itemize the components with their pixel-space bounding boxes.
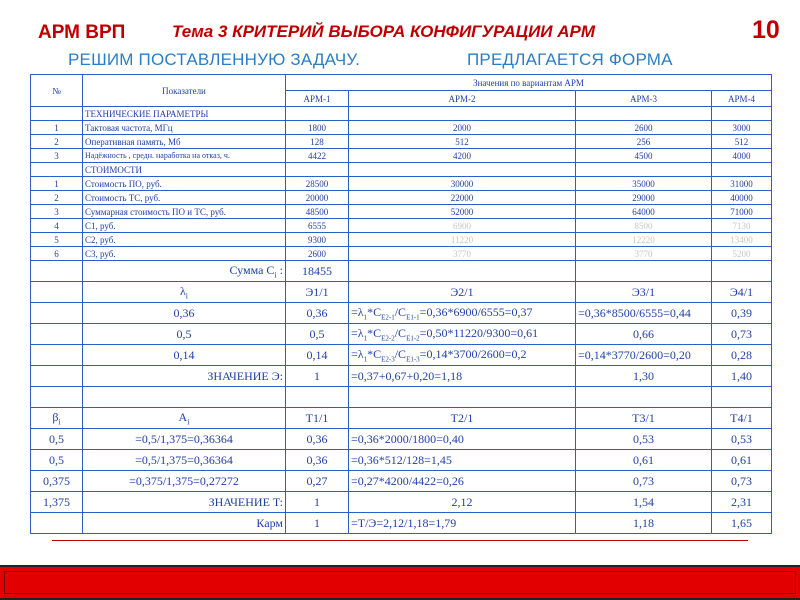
value-cell: 7130	[712, 219, 772, 233]
empty-cell	[31, 282, 83, 303]
t-header: T4/1	[712, 408, 772, 429]
value-cell: 71000	[712, 205, 772, 219]
beta-header-row	[31, 408, 772, 429]
e3-value: =0,36*8500/6555=0,44	[576, 303, 712, 324]
value-cell: 3000	[712, 121, 772, 135]
a-sub: i	[187, 417, 190, 427]
formula-sub: 1	[363, 334, 368, 343]
t-total: 1,54	[576, 492, 712, 513]
formula-part: =0,36*6900/6555=0,37	[419, 304, 533, 319]
e3-value: 0,66	[576, 324, 712, 345]
karm-label: Карм	[83, 513, 286, 534]
t2-formula: =0,36*2000/1800=0,40	[349, 429, 576, 450]
row-num: 5	[31, 233, 83, 247]
empty-cell	[31, 324, 83, 345]
sum-label	[83, 261, 286, 282]
beta-header	[31, 408, 83, 429]
theme-title: Тема 3 КРИТЕРИЙ ВЫБОРА КОНФИГУРАЦИИ АРМ	[172, 22, 596, 41]
karm-value: 1	[286, 513, 349, 534]
empty-cell	[31, 387, 83, 408]
formula-part: =λ	[351, 304, 364, 319]
e4-value: 0,73	[712, 324, 772, 345]
section-row-tech	[31, 107, 772, 121]
table-row	[31, 149, 772, 163]
e2-formula	[349, 345, 576, 366]
karm-value: 1,65	[712, 513, 772, 534]
row-name: Стоимость ПО, руб.	[83, 177, 286, 191]
slide-number: 10	[752, 16, 780, 44]
section-title-tech: ТЕХНИЧЕСКИЕ ПАРАМЕТРЫ	[83, 107, 286, 121]
table-row	[31, 219, 772, 233]
col-num-header: №	[31, 75, 83, 107]
value-cell: 1800	[286, 121, 349, 135]
lambda-value: 0,36	[83, 303, 286, 324]
e-total: 1,40	[712, 366, 772, 387]
e1-value: 0,5	[286, 324, 349, 345]
t1-value: 0,27	[286, 471, 349, 492]
empty-cell	[31, 107, 83, 121]
lambda-symbol: λ	[179, 283, 186, 298]
row-num: 6	[31, 247, 83, 261]
formula-sub: E1-1	[406, 313, 420, 322]
empty-cell	[31, 303, 83, 324]
formula-sub: E2-3	[381, 355, 395, 364]
empty-cell	[576, 261, 712, 282]
t-total: 2,12	[349, 492, 576, 513]
value-cell: 6555	[286, 219, 349, 233]
t4-value: 0,73	[712, 471, 772, 492]
empty-cell	[576, 163, 712, 177]
e3-value: =0,14*3770/2600=0,20	[576, 345, 712, 366]
lambda-header-row	[31, 282, 772, 303]
row-num: 3	[31, 149, 83, 163]
formula-part: *C	[367, 325, 382, 340]
value-cell: 35000	[576, 177, 712, 191]
value-cell: 512	[349, 135, 576, 149]
arm-header: АРМ-1	[286, 91, 349, 107]
formula-part: /C	[394, 325, 407, 340]
value-cell: 30000	[349, 177, 576, 191]
arm-header: АРМ-4	[712, 91, 772, 107]
a-value: =0,5/1,375=0,36364	[83, 429, 286, 450]
value-cell: 8500	[576, 219, 712, 233]
karm-value: =T/Э=2,12/1,18=1,79	[349, 513, 576, 534]
empty-cell	[286, 387, 349, 408]
lambda-header	[83, 282, 286, 303]
footer-bar-inner	[4, 571, 796, 594]
formula-part: =λ	[351, 346, 364, 361]
beta-value: 0,5	[31, 429, 83, 450]
row-num: 4	[31, 219, 83, 233]
e-header: Э2/1	[349, 282, 576, 303]
value-cell: 48500	[286, 205, 349, 219]
beta-sub: i	[58, 417, 61, 427]
empty-cell	[31, 163, 83, 177]
table-row	[31, 191, 772, 205]
formula-part: =λ	[351, 325, 364, 340]
sum-label-text: Сумма C	[229, 262, 275, 277]
formula-part: =0,14*3700/2600=0,2	[419, 346, 527, 361]
t-total: 2,31	[712, 492, 772, 513]
row-name: С3, руб.	[83, 247, 286, 261]
value-cell: 4200	[349, 149, 576, 163]
t-value-row	[31, 492, 772, 513]
empty-cell	[712, 107, 772, 121]
lambda-sub: i	[185, 291, 189, 301]
empty-cell	[31, 366, 83, 387]
empty-cell	[349, 107, 576, 121]
t-header: T1/1	[286, 408, 349, 429]
beta-row	[31, 429, 772, 450]
comparison-table	[30, 74, 772, 534]
lambda-row	[31, 324, 772, 345]
value-cell: 64000	[576, 205, 712, 219]
t4-value: 0,53	[712, 429, 772, 450]
formula-sub: E1-3	[406, 355, 420, 364]
value-cell: 256	[576, 135, 712, 149]
empty-cell	[349, 163, 576, 177]
value-cell: 128	[286, 135, 349, 149]
row-name: Суммарная стоимость ПО и ТС, руб.	[83, 205, 286, 219]
empty-cell	[83, 387, 286, 408]
formula-sub: 1	[363, 355, 368, 364]
lambda-value: 0,5	[83, 324, 286, 345]
a-value: =0,5/1,375=0,36364	[83, 450, 286, 471]
beta-sum: 1,375	[31, 492, 83, 513]
empty-cell	[349, 387, 576, 408]
value-cell: 4000	[712, 149, 772, 163]
e1-value: 0,14	[286, 345, 349, 366]
e4-value: 0,39	[712, 303, 772, 324]
table-row	[31, 135, 772, 149]
subtitle-right: ПРЕДЛАГАЕТСЯ ФОРМА	[467, 50, 673, 69]
formula-sub: E2-1	[381, 313, 395, 322]
sum-row	[31, 261, 772, 282]
t3-value: 0,73	[576, 471, 712, 492]
formula-part: /C	[394, 304, 407, 319]
table-row	[31, 233, 772, 247]
value-cell: 3770	[349, 247, 576, 261]
t-header: T3/1	[576, 408, 712, 429]
e-total: 1	[286, 366, 349, 387]
row-name: Тактовая частота, МГц	[83, 121, 286, 135]
row-name: С2, руб.	[83, 233, 286, 247]
karm-value: 1,18	[576, 513, 712, 534]
formula-sub: 1	[363, 313, 368, 322]
empty-cell	[31, 261, 83, 282]
sum-label-colon: :	[276, 262, 283, 277]
table-row	[31, 121, 772, 135]
e1-value: 0,36	[286, 303, 349, 324]
e-header: Э3/1	[576, 282, 712, 303]
value-cell: 4500	[576, 149, 712, 163]
t2-formula: =0,36*512/128=1,45	[349, 450, 576, 471]
empty-cell	[349, 261, 576, 282]
sum-label-sub: i	[274, 270, 277, 280]
section-row-cost	[31, 163, 772, 177]
row-num: 3	[31, 205, 83, 219]
row-name: Надёжность , средн. наработка на отказ, ч.	[83, 149, 286, 163]
formula-part: /C	[394, 346, 407, 361]
beta-symbol: β	[52, 409, 59, 424]
value-cell: 2600	[286, 247, 349, 261]
value-cell: 40000	[712, 191, 772, 205]
e-total: 1,30	[576, 366, 712, 387]
a-value: =0,375/1,375=0,27272	[83, 471, 286, 492]
e2-formula	[349, 324, 576, 345]
table-header-row	[31, 75, 772, 91]
beta-value: 0,375	[31, 471, 83, 492]
row-num: 2	[31, 191, 83, 205]
value-cell: 31000	[712, 177, 772, 191]
e-total: =0,37+0,67+0,20=1,18	[349, 366, 576, 387]
value-cell: 28500	[286, 177, 349, 191]
empty-cell	[576, 387, 712, 408]
table-row	[31, 247, 772, 261]
t2-formula: =0,27*4200/4422=0,26	[349, 471, 576, 492]
row-name: С1, руб.	[83, 219, 286, 233]
empty-cell	[712, 261, 772, 282]
lambda-value: 0,14	[83, 345, 286, 366]
e-header: Э4/1	[712, 282, 772, 303]
formula-part: *C	[367, 346, 382, 361]
value-cell: 2000	[349, 121, 576, 135]
table-row	[31, 205, 772, 219]
lambda-row	[31, 345, 772, 366]
section-title-cost: СТОИМОСТИ	[83, 163, 286, 177]
formula-sub: E1-2	[406, 334, 420, 343]
e4-value: 0,28	[712, 345, 772, 366]
beta-value: 0,5	[31, 450, 83, 471]
footer-bar	[0, 565, 800, 600]
empty-cell	[712, 387, 772, 408]
arm-header: АРМ-3	[576, 91, 712, 107]
t1-value: 0,36	[286, 450, 349, 471]
beta-row	[31, 450, 772, 471]
formula-part: *C	[367, 304, 382, 319]
value-cell: 20000	[286, 191, 349, 205]
empty-cell	[576, 107, 712, 121]
subtitle-left: РЕШИМ ПОСТАВЛЕННУЮ ЗАДАЧУ.	[68, 50, 361, 69]
t3-value: 0,53	[576, 429, 712, 450]
value-cell: 6900	[349, 219, 576, 233]
value-cell: 12220	[576, 233, 712, 247]
value-cell: 11220	[349, 233, 576, 247]
t1-value: 0,36	[286, 429, 349, 450]
formula-sub: E2-2	[381, 334, 395, 343]
formula-part: =0,50*11220/9300=0,61	[419, 325, 539, 340]
row-name: Оперативная память, Мб	[83, 135, 286, 149]
empty-cell	[286, 107, 349, 121]
value-cell: 29000	[576, 191, 712, 205]
e-header: Э1/1	[286, 282, 349, 303]
value-cell: 22000	[349, 191, 576, 205]
t3-value: 0,61	[576, 450, 712, 471]
value-cell: 3770	[576, 247, 712, 261]
value-cell: 52000	[349, 205, 576, 219]
e-value-label: ЗНАЧЕНИЕ Э:	[83, 366, 286, 387]
value-cell: 5200	[712, 247, 772, 261]
col-indicator-header: Показатели	[83, 75, 286, 107]
t-header: T2/1	[349, 408, 576, 429]
row-num: 1	[31, 121, 83, 135]
e2-formula	[349, 303, 576, 324]
lambda-row	[31, 303, 772, 324]
empty-cell	[712, 163, 772, 177]
row-num: 1	[31, 177, 83, 191]
value-cell: 4422	[286, 149, 349, 163]
col-values-header: Значения по вариантам АРМ	[286, 75, 772, 91]
empty-cell	[31, 513, 83, 534]
arm-header: АРМ-2	[349, 91, 576, 107]
value-cell: 13400	[712, 233, 772, 247]
divider-line	[52, 540, 748, 541]
spacer-row	[31, 387, 772, 408]
karm-row	[31, 513, 772, 534]
value-cell: 9300	[286, 233, 349, 247]
a-symbol: A	[178, 409, 188, 424]
row-num: 2	[31, 135, 83, 149]
a-header	[83, 408, 286, 429]
empty-cell	[31, 345, 83, 366]
value-cell: 2600	[576, 121, 712, 135]
value-cell: 512	[712, 135, 772, 149]
t-value-label: ЗНАЧЕНИЕ T:	[83, 492, 286, 513]
table-row	[31, 177, 772, 191]
row-name: Стоимость ТС, руб.	[83, 191, 286, 205]
app-title: АРМ ВРП	[38, 22, 126, 43]
sum-value: 18455	[286, 261, 349, 282]
e-value-row	[31, 366, 772, 387]
t4-value: 0,61	[712, 450, 772, 471]
beta-row	[31, 471, 772, 492]
empty-cell	[286, 163, 349, 177]
t-total: 1	[286, 492, 349, 513]
